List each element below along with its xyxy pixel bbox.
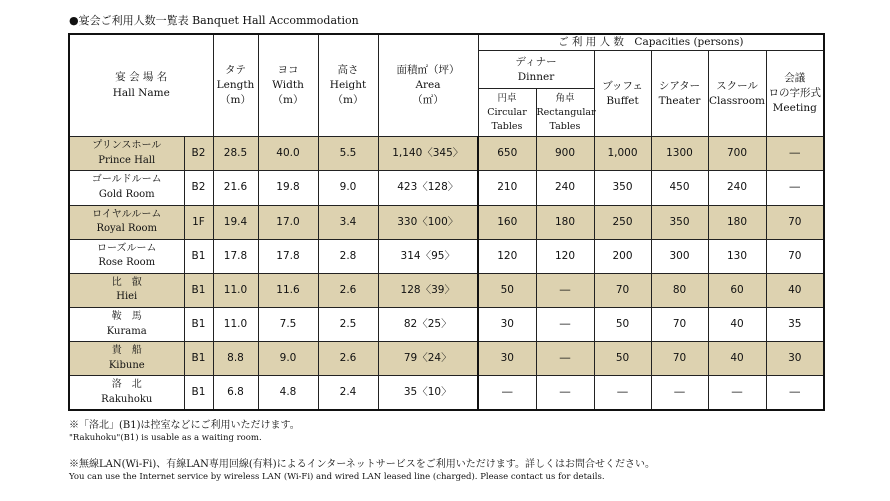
height-cell: 2.4 <box>318 376 378 410</box>
width-cell: 19.8 <box>258 171 318 205</box>
meeting-cell: ― <box>766 376 824 410</box>
hall-name-jp: 比 叡 <box>111 276 142 288</box>
hall-name-en: Gold Room <box>98 188 155 200</box>
circular-cell: 160 <box>478 205 536 239</box>
meeting-cell: ― <box>766 137 824 171</box>
buffet-cell: 1,000 <box>594 137 651 171</box>
rect-cell: ― <box>536 342 594 376</box>
table-row <box>69 239 824 273</box>
hall-name-en: Kurama <box>106 325 147 337</box>
hall-name-jp: ロイヤルルーム <box>92 208 162 220</box>
height-cell: 2.6 <box>318 273 378 307</box>
header-meeting: 会議 ロの字形式 Meeting <box>766 51 824 137</box>
rect-cell: 900 <box>536 137 594 171</box>
classroom-cell: 180 <box>708 205 766 239</box>
theater-cell: 350 <box>651 205 708 239</box>
hall-name-en: Rose Room <box>98 257 156 269</box>
classroom-cell: 700 <box>708 137 766 171</box>
header-classroom: スクール Classroom <box>708 51 766 137</box>
theater-cell: ― <box>651 376 708 410</box>
classroom-cell: 130 <box>708 239 766 273</box>
meeting-cell: 70 <box>766 239 824 273</box>
circular-cell: 50 <box>478 273 536 307</box>
banquet-hall-table <box>68 33 825 411</box>
hall-name-jp: 貴 船 <box>111 345 142 357</box>
meeting-cell: ― <box>766 171 824 205</box>
header-hall-name: 宴 会 場 名 Hall Name <box>69 34 213 137</box>
theater-cell: 450 <box>651 171 708 205</box>
width-cell: 40.0 <box>258 137 318 171</box>
header-circular-tables: 円卓 Circular Tables <box>478 89 536 137</box>
length-cell: 21.6 <box>213 171 258 205</box>
hall-name-jp: プリンスホール <box>92 140 162 152</box>
hall-name-jp: 洛 北 <box>111 379 142 391</box>
area-cell: 1,140〈345〉 <box>378 137 478 171</box>
circular-cell: 120 <box>478 239 536 273</box>
theater-cell: 70 <box>651 342 708 376</box>
buffet-cell: 50 <box>594 308 651 342</box>
height-cell: 5.5 <box>318 137 378 171</box>
circular-cell: 210 <box>478 171 536 205</box>
floor-cell: B1 <box>184 239 213 273</box>
height-cell: 2.5 <box>318 308 378 342</box>
hall-name-cell <box>69 342 184 376</box>
length-cell: 28.5 <box>213 137 258 171</box>
circular-cell: 650 <box>478 137 536 171</box>
rect-cell: ― <box>536 308 594 342</box>
circular-cell: 30 <box>478 308 536 342</box>
theater-cell: 70 <box>651 308 708 342</box>
hall-name-jp: ゴールドルーム <box>91 174 162 186</box>
area-cell: 423〈128〉 <box>378 171 478 205</box>
header-height: 高さ Height （m） <box>318 34 378 137</box>
hall-name-jp: ローズルーム <box>97 242 157 254</box>
buffet-cell: 200 <box>594 239 651 273</box>
note-internet-en: You can use the Internet service by wireless LAN (Wi-Fi) and wired LAN leased line (charged). Please contact us for details. <box>69 472 605 482</box>
table-row <box>69 273 824 307</box>
buffet-cell: ― <box>594 376 651 410</box>
floor-cell: B2 <box>184 171 213 205</box>
meeting-cell: 30 <box>766 342 824 376</box>
circular-cell: 30 <box>478 342 536 376</box>
floor-cell: B1 <box>184 273 213 307</box>
hall-name-cell <box>69 239 184 273</box>
length-cell: 17.8 <box>213 239 258 273</box>
length-cell: 8.8 <box>213 342 258 376</box>
area-cell: 35〈10〉 <box>378 376 478 410</box>
meeting-cell: 70 <box>766 205 824 239</box>
width-cell: 9.0 <box>258 342 318 376</box>
note-rakuhoku-en: "Rakuhoku"(B1) is usable as a waiting room. <box>69 433 262 443</box>
length-cell: 11.0 <box>213 308 258 342</box>
buffet-cell: 50 <box>594 342 651 376</box>
rect-cell: 180 <box>536 205 594 239</box>
width-cell: 17.8 <box>258 239 318 273</box>
height-cell: 3.4 <box>318 205 378 239</box>
note-rakuhoku-jp: ※「洛北」(B1)は控室などにご利用いただけます。 <box>69 420 300 431</box>
header-rectangular-tables: 角卓 Rectangular Tables <box>536 89 594 137</box>
hall-name-jp: 鞍 馬 <box>111 311 142 323</box>
theater-cell: 80 <box>651 273 708 307</box>
page-title: ●宴会ご利用人数一覧表 Banquet Hall Accommodation <box>69 14 359 27</box>
header-length: タテ Length （m） <box>213 34 258 137</box>
width-cell: 4.8 <box>258 376 318 410</box>
hall-name-en: Royal Room <box>96 223 158 235</box>
classroom-cell: 40 <box>708 342 766 376</box>
floor-cell: B1 <box>184 376 213 410</box>
table-row <box>69 342 824 376</box>
floor-cell: B2 <box>184 137 213 171</box>
hall-name-en: Kibune <box>108 359 145 371</box>
area-cell: 330〈100〉 <box>378 205 478 239</box>
length-cell: 6.8 <box>213 376 258 410</box>
buffet-cell: 350 <box>594 171 651 205</box>
rect-cell: 240 <box>536 171 594 205</box>
theater-cell: 1300 <box>651 137 708 171</box>
area-cell: 314〈95〉 <box>378 239 478 273</box>
note-internet-jp: ※無線LAN(Wi-Fi)、有線LAN専用回線(有料)によるインターネットサービスをご利用いただけます。詳しくはお問合せください。 <box>69 459 655 470</box>
hall-name-en: Rakuhoku <box>101 393 153 405</box>
hall-name-en: Hiei <box>116 291 138 303</box>
theater-cell: 300 <box>651 239 708 273</box>
length-cell: 11.0 <box>213 273 258 307</box>
classroom-cell: 240 <box>708 171 766 205</box>
floor-cell: B1 <box>184 342 213 376</box>
hall-name-cell <box>69 137 184 171</box>
rect-cell: 120 <box>536 239 594 273</box>
table-row <box>69 308 824 342</box>
hall-name-cell <box>69 273 184 307</box>
header-area: 面積㎡（坪） Area （㎡） <box>378 34 478 137</box>
classroom-cell: 40 <box>708 308 766 342</box>
header-theater: シアター Theater <box>651 51 708 137</box>
hall-name-cell <box>69 205 184 239</box>
rect-cell: ― <box>536 376 594 410</box>
table-row <box>69 205 824 239</box>
width-cell: 7.5 <box>258 308 318 342</box>
height-cell: 2.8 <box>318 239 378 273</box>
classroom-cell: 60 <box>708 273 766 307</box>
table-row <box>69 137 824 171</box>
rect-cell: ― <box>536 273 594 307</box>
header-capacities: ご 利 用 人 数 Capacities (persons) <box>478 34 824 51</box>
buffet-cell: 250 <box>594 205 651 239</box>
meeting-cell: 40 <box>766 273 824 307</box>
table-row <box>69 171 824 205</box>
width-cell: 17.0 <box>258 205 318 239</box>
buffet-cell: 70 <box>594 273 651 307</box>
hall-name-cell <box>69 308 184 342</box>
circular-cell: ― <box>478 376 536 410</box>
floor-cell: 1F <box>184 205 213 239</box>
height-cell: 9.0 <box>318 171 378 205</box>
floor-cell: B1 <box>184 308 213 342</box>
classroom-cell: ― <box>708 376 766 410</box>
area-cell: 128〈39〉 <box>378 273 478 307</box>
hall-name-en: Prince Hall <box>98 154 156 166</box>
area-cell: 82〈25〉 <box>378 308 478 342</box>
hall-name-cell <box>69 376 184 410</box>
header-buffet: ブッフェ Buffet <box>594 51 651 137</box>
meeting-cell: 35 <box>766 308 824 342</box>
header-dinner: ディナー Dinner <box>478 51 594 89</box>
header-width: ヨコ Width （m） <box>258 34 318 137</box>
height-cell: 2.6 <box>318 342 378 376</box>
area-cell: 79〈24〉 <box>378 342 478 376</box>
table-row <box>69 376 824 410</box>
length-cell: 19.4 <box>213 205 258 239</box>
hall-name-cell <box>69 171 184 205</box>
width-cell: 11.6 <box>258 273 318 307</box>
